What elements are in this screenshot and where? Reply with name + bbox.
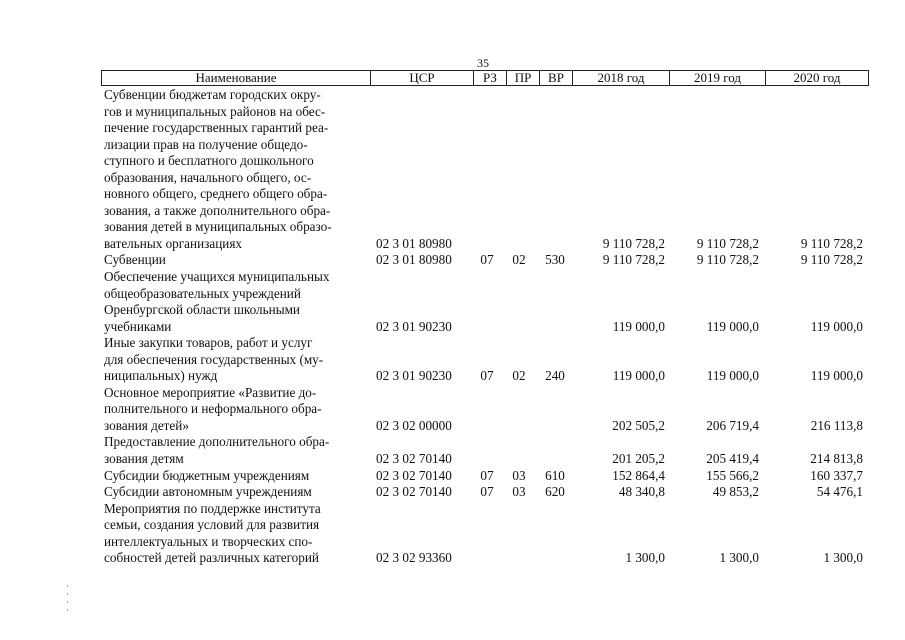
cell-name: гов и муниципальных районов на обес- — [104, 103, 326, 119]
header-vr: ВР — [548, 70, 564, 85]
cell-name: печение государственных гарантий реа- — [104, 120, 329, 136]
cell-name: собностей детей различных категорий — [104, 550, 319, 566]
cell-csr: 02 3 02 93360 — [376, 550, 452, 566]
cell-name: Субсидии автономным учреждениям — [104, 484, 312, 500]
cell-name: Субвенции — [104, 252, 166, 268]
cell-name: лизации прав на получение общедо- — [104, 136, 308, 152]
cell-name: зования детям — [104, 451, 184, 467]
table-row — [0, 87, 905, 104]
cell-pr: 02 — [512, 368, 526, 384]
cell-y2020: 119 000,0 — [810, 318, 863, 334]
cell-y2020: 216 113,8 — [810, 417, 863, 433]
cell-vr: 620 — [545, 484, 565, 500]
cell-y2020: 9 110 728,2 — [800, 252, 863, 268]
cell-vr: 240 — [545, 368, 565, 384]
table-row — [0, 319, 905, 336]
table-row — [0, 120, 905, 137]
table-row — [0, 186, 905, 203]
cell-csr: 02 3 02 00000 — [376, 417, 452, 433]
cell-y2020: 214 813,8 — [810, 451, 863, 467]
cell-y2019: 9 110 728,2 — [696, 252, 759, 268]
cell-vr: 530 — [545, 252, 565, 268]
cell-name: учебниками — [104, 318, 172, 334]
table-row — [0, 550, 905, 567]
cell-name: зования, а также дополнительного обра- — [104, 202, 331, 218]
cell-name: полнительного и неформального обра- — [104, 401, 322, 417]
table-row — [0, 286, 905, 303]
cell-csr: 02 3 02 70140 — [376, 484, 452, 500]
cell-name: вательных организациях — [104, 235, 242, 251]
cell-name: зования детей» — [104, 417, 189, 433]
page-number: 35 — [477, 56, 489, 70]
cell-name: ступного и бесплатного дошкольного — [104, 153, 314, 169]
cell-csr: 02 3 02 70140 — [376, 467, 452, 483]
cell-rz: 07 — [480, 252, 494, 268]
cell-name: Мероприятия по поддержке института — [104, 500, 321, 516]
cell-y2018: 202 505,2 — [612, 417, 665, 433]
cell-name: Оренбургской области школьными — [104, 302, 300, 318]
cell-name: для обеспечения государственных (му- — [104, 351, 324, 367]
cell-y2020: 1 300,0 — [823, 550, 863, 566]
table-row — [0, 335, 905, 352]
table-row — [0, 368, 905, 385]
table-row — [0, 534, 905, 551]
cell-name: зования детей в муниципальных образо- — [104, 219, 332, 235]
table-row — [0, 252, 905, 269]
cell-pr: 03 — [512, 467, 526, 483]
cell-name: Предоставление дополнительного обра- — [104, 434, 330, 450]
header-csr: ЦСР — [409, 70, 435, 85]
cell-y2019: 206 719,4 — [706, 417, 759, 433]
cell-csr: 02 3 01 90230 — [376, 318, 452, 334]
table-row — [0, 269, 905, 286]
table-row — [0, 153, 905, 170]
cell-y2018: 201 205,2 — [612, 451, 665, 467]
cell-y2020: 54 476,1 — [816, 484, 863, 500]
table-row — [0, 517, 905, 534]
table-row — [0, 501, 905, 518]
cell-name: Субвенции бюджетам городских окру- — [104, 87, 321, 102]
table-row — [0, 385, 905, 402]
cell-name: Основное мероприятие «Развитие до- — [104, 384, 317, 400]
table-row — [0, 401, 905, 418]
table-header — [101, 70, 869, 86]
cell-y2019: 155 566,2 — [706, 467, 759, 483]
cell-y2018: 119 000,0 — [612, 368, 665, 384]
table-row — [0, 468, 905, 485]
cell-y2019: 119 000,0 — [706, 368, 759, 384]
cell-y2018: 48 340,8 — [618, 484, 665, 500]
header-name: Наименование — [195, 70, 277, 85]
cell-y2020: 119 000,0 — [810, 368, 863, 384]
cell-y2018: 1 300,0 — [625, 550, 665, 566]
cell-name: новного общего, среднего общего обра- — [104, 186, 328, 202]
cell-name: ниципальных) нужд — [104, 368, 218, 384]
cell-y2018: 152 864,4 — [612, 467, 665, 483]
cell-y2019: 119 000,0 — [706, 318, 759, 334]
cell-csr: 02 3 01 90230 — [376, 368, 452, 384]
table-body — [0, 87, 905, 567]
table-row — [0, 418, 905, 435]
cell-y2020: 160 337,7 — [810, 467, 863, 483]
cell-rz: 07 — [480, 467, 494, 483]
table-row — [0, 302, 905, 319]
cell-pr: 03 — [512, 484, 526, 500]
cell-name: образования, начального общего, ос- — [104, 169, 312, 185]
cell-name: общеобразовательных учреждений — [104, 285, 301, 301]
table-row — [0, 236, 905, 253]
cell-y2019: 205 419,4 — [706, 451, 759, 467]
margin-marks: · · · · — [66, 581, 69, 615]
cell-name: интеллектуальных и творческих спо- — [104, 533, 313, 549]
cell-name: Субсидии бюджетным учреждениям — [104, 467, 310, 483]
table-row — [0, 352, 905, 369]
cell-y2019: 9 110 728,2 — [696, 235, 759, 251]
cell-name: семьи, создания условий для развития — [104, 517, 320, 533]
cell-vr: 610 — [545, 467, 565, 483]
cell-csr: 02 3 01 80980 — [376, 252, 452, 268]
cell-y2018: 9 110 728,2 — [602, 235, 665, 251]
table-row — [0, 451, 905, 468]
cell-csr: 02 3 02 70140 — [376, 451, 452, 467]
table-row — [0, 104, 905, 121]
header-2018: 2018 год — [597, 70, 645, 85]
header-2020: 2020 год — [793, 70, 841, 85]
table-row — [0, 137, 905, 154]
table-row — [0, 484, 905, 501]
table-row — [0, 170, 905, 187]
cell-y2019: 49 853,2 — [712, 484, 759, 500]
cell-rz: 07 — [480, 484, 494, 500]
table-row — [0, 203, 905, 220]
cell-y2018: 9 110 728,2 — [602, 252, 665, 268]
header-pr: ПР — [514, 70, 532, 85]
header-2019: 2019 год — [694, 70, 741, 85]
header-rz: РЗ — [483, 70, 497, 85]
cell-y2019: 1 300,0 — [719, 550, 759, 566]
cell-y2020: 9 110 728,2 — [800, 235, 863, 251]
cell-name: Обеспечение учащихся муниципальных — [104, 269, 330, 285]
table-row — [0, 219, 905, 236]
cell-rz: 07 — [480, 368, 494, 384]
cell-name: Иные закупки товаров, работ и услуг — [104, 335, 313, 351]
cell-csr: 02 3 01 80980 — [376, 235, 452, 251]
table-row — [0, 434, 905, 451]
cell-y2018: 119 000,0 — [612, 318, 665, 334]
cell-pr: 02 — [512, 252, 526, 268]
